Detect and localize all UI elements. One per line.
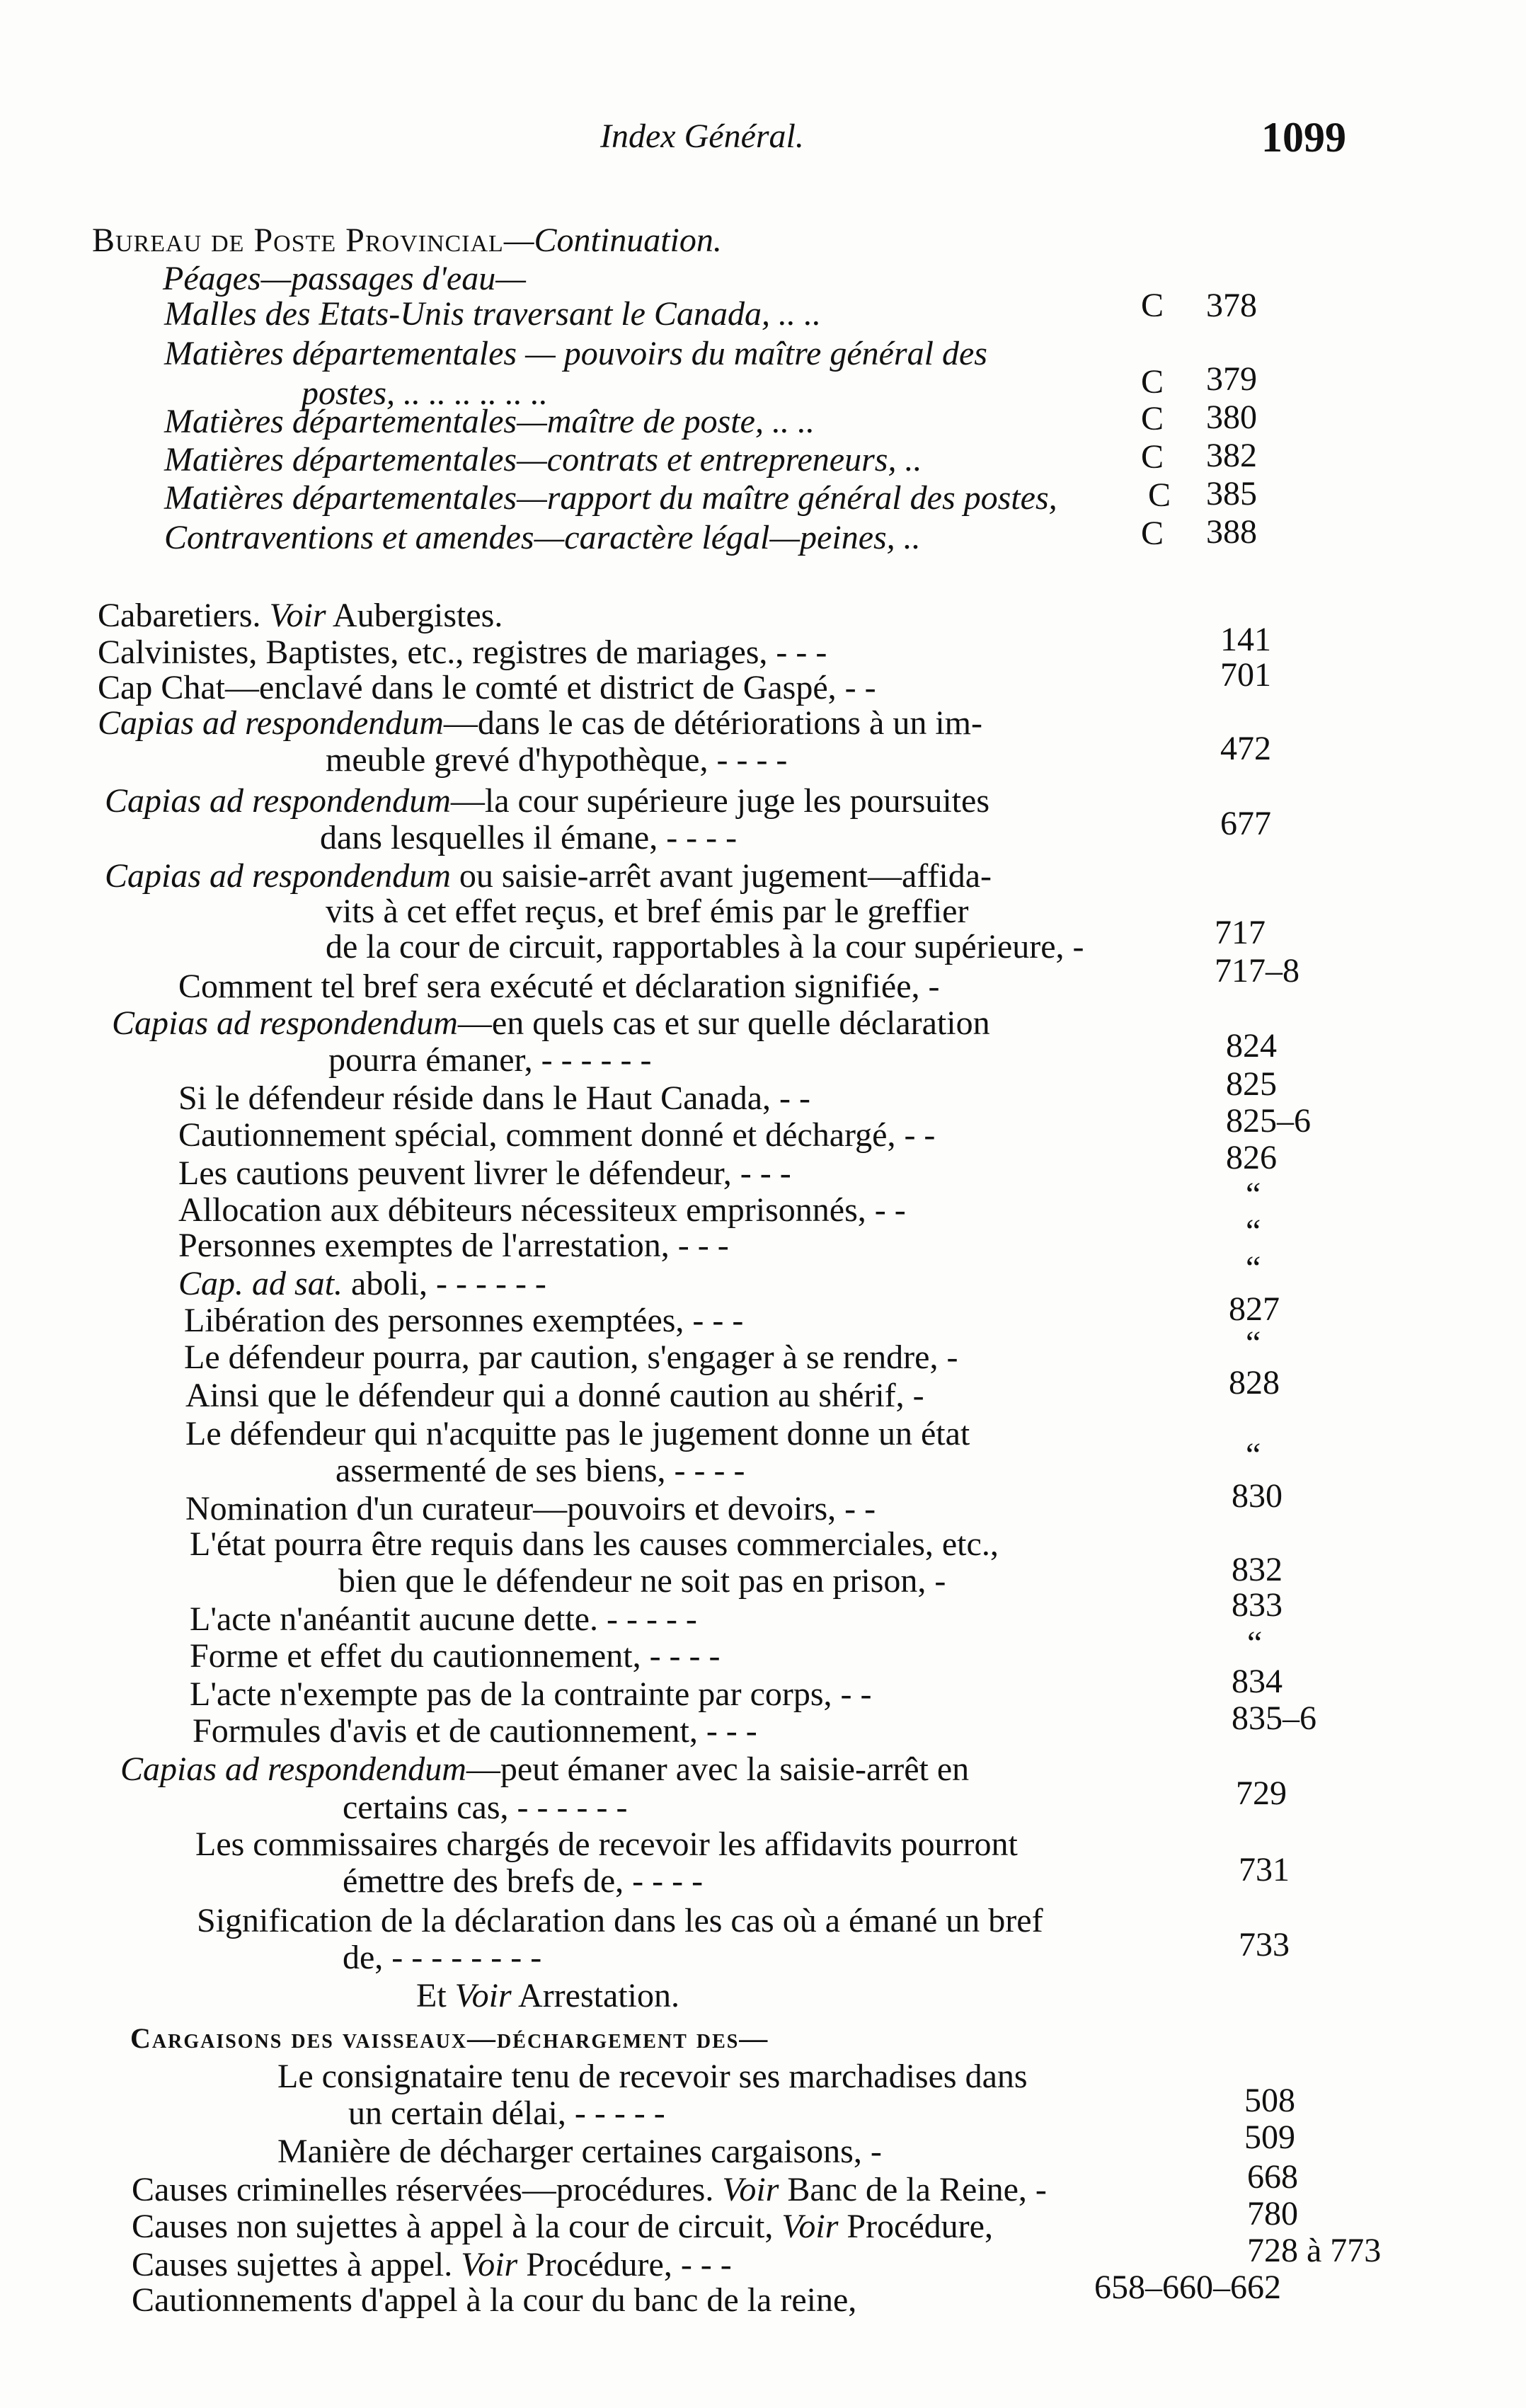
index-entry: Cap Chat—enclavé dans le comté et district de Gaspé, - -: [98, 669, 876, 706]
index-entry: émettre des brefs de, - - - -: [343, 1862, 704, 1900]
page-ref: 668: [1247, 2158, 1298, 2196]
index-entry: Formules d'avis et de cautionnement, - - -: [193, 1712, 757, 1750]
page-ref: 728 à 773: [1247, 2232, 1382, 2269]
index-entry: Cautionnement spécial, comment donné et déchargé, - -: [178, 1116, 936, 1154]
page-ref: 380: [1206, 399, 1257, 436]
index-entry: dans lesquelles il émane, - - - -: [320, 819, 738, 856]
entry-italic: Voir: [781, 2208, 839, 2245]
index-entry: vits à cet effet reçus, et bref émis par le greffier: [326, 893, 969, 930]
entry-text: Cabaretiers.: [98, 597, 270, 634]
index-entry: de, - - - - - - - -: [343, 1939, 542, 1976]
entry-text: Procédure, - - -: [517, 2246, 732, 2283]
bureau-item: Matières départementales—contrats et entrepreneurs, ..: [164, 441, 922, 478]
entry-italic: Capias ad respondendum: [112, 1004, 458, 1042]
index-entry: [120, 1750, 969, 1789]
bureau-item: Contraventions et amendes—caractère légal—peines, ..: [164, 519, 921, 556]
page-ref: 832: [1232, 1551, 1283, 1588]
page-ref: 388: [1206, 513, 1257, 551]
index-entry: Les cautions peuvent livrer le défendeur, - - -: [178, 1154, 791, 1192]
page-ref: 717–8: [1215, 952, 1300, 990]
entry-text: Causes non sujettes à appel à la cour de circuit,: [132, 2208, 782, 2245]
page-ref: 677: [1220, 805, 1271, 842]
index-entry: [98, 596, 503, 636]
page-ref: 835–6: [1232, 1699, 1316, 1737]
column-letter: C: [1141, 400, 1164, 437]
page-ref: 731: [1239, 1851, 1290, 1888]
ditto-mark: “: [1246, 1324, 1261, 1362]
index-entry: L'acte n'exempte pas de la contrainte par corps, - -: [190, 1675, 872, 1713]
index-entry: Le défendeur pourra, par caution, s'engager à se rendre, -: [184, 1338, 958, 1376]
index-entry: Allocation aux débiteurs nécessiteux emprisonnés, - -: [178, 1191, 906, 1229]
index-entry: [416, 1976, 679, 2016]
index-entry: meuble grevé d'hypothèque, - - - -: [326, 741, 788, 779]
page-ref: 833: [1232, 1586, 1283, 1624]
index-entry: [132, 2245, 732, 2285]
index-entry: Le défendeur qui n'acquitte pas le jugement donne un état: [185, 1415, 970, 1452]
column-letter: C: [1141, 287, 1164, 324]
page-ref: 382: [1206, 437, 1257, 474]
entry-text: —la cour supérieure juge les poursuites: [450, 782, 989, 820]
index-entry: Forme et effet du cautionnement, - - - -: [190, 1637, 721, 1675]
index-entry: L'acte n'anéantit aucune dette. - - - - -: [190, 1600, 697, 1638]
page-ref: 508: [1244, 2082, 1295, 2119]
page-ref: 141: [1220, 621, 1271, 658]
index-entry: Personnes exemptes de l'arrestation, - - -: [178, 1227, 729, 1264]
entry-text: Causes sujettes à appel.: [132, 2246, 461, 2283]
index-entry: Les commissaires chargés de recevoir les affidavits pourront: [195, 1825, 1018, 1863]
index-entry: Manière de décharger certaines cargaisons, -: [277, 2133, 882, 2170]
index-entry: un certain délai, - - - - -: [348, 2094, 665, 2132]
index-entry: pourra émaner, - - - - - -: [328, 1041, 652, 1079]
index-entry: certains cas, - - - - - -: [343, 1789, 628, 1826]
entry-italic: Voir: [269, 597, 326, 634]
page-ref: 834: [1232, 1663, 1283, 1700]
entry-italic: Capias ad respondendum: [105, 782, 451, 820]
index-entry: de la cour de circuit, rapportables à la cour supérieure, -: [326, 928, 1084, 965]
page-ref: 826: [1226, 1139, 1277, 1176]
index-entry: [132, 2170, 1047, 2210]
bureau-item: Matières départementales—maître de poste, .. ..: [164, 403, 815, 440]
index-entry: [132, 2207, 993, 2247]
index-entry: [105, 781, 989, 821]
page-ref: 828: [1229, 1364, 1280, 1401]
index-entry: [98, 704, 982, 743]
bureau-item: Matières départementales—rapport du maître général des postes,: [164, 479, 1057, 517]
entry-italic: Voir: [722, 2171, 779, 2208]
column-letter: C: [1141, 363, 1164, 401]
index-entry: Libération des personnes exemptées, - - -: [184, 1302, 744, 1339]
running-header-title: Index Général.: [600, 117, 804, 155]
entry-text: Procédure,: [838, 2208, 993, 2245]
ditto-mark: “: [1246, 1436, 1261, 1474]
entry-italic: Cap. ad sat.: [178, 1265, 343, 1302]
ditto-mark: “: [1246, 1176, 1261, 1213]
heading-text: Bureau de Poste Provincial: [92, 222, 504, 259]
index-entry: L'état pourra être requis dans les causes commerciales, etc.,: [190, 1525, 999, 1563]
index-entry: Cautionnements d'appel à la cour du banc de la reine,: [132, 2281, 857, 2319]
page-ref: 780: [1247, 2195, 1298, 2232]
index-entry: Ainsi que le défendeur qui a donné caution au shérif, -: [185, 1377, 924, 1414]
page-ref: 825: [1226, 1065, 1277, 1103]
entry-text: Arrestation.: [511, 1977, 679, 2014]
entry-text: Et: [416, 1977, 455, 2014]
page-ref: 701: [1220, 656, 1271, 694]
entry-italic: Voir: [454, 1977, 512, 2014]
section-heading-bureau: [92, 221, 722, 260]
entry-text: ou saisie-arrêt avant jugement—affida-: [450, 857, 992, 895]
index-entry: Nomination d'un curateur—pouvoirs et devoirs, - -: [185, 1490, 876, 1527]
page-ref: 827: [1229, 1290, 1280, 1328]
page-ref: 385: [1206, 475, 1257, 512]
index-entry: Calvinistes, Baptistes, etc., registres de mariages, - - -: [98, 633, 827, 671]
page-ref: 733: [1239, 1926, 1290, 1963]
page-ref: 830: [1232, 1477, 1283, 1515]
bureau-item: Matières départementales — pouvoirs du maître général des: [164, 335, 987, 372]
index-entry: Le consignataire tenu de recevoir ses marchadises dans: [277, 2058, 1028, 2095]
index-entry: Signification de la déclaration dans les cas où a émané un bref: [197, 1902, 1043, 1939]
page-ref: 825–6: [1226, 1102, 1311, 1140]
entry-text: Causes criminelles réservées—procédures.: [132, 2171, 723, 2208]
page-ref: 379: [1206, 360, 1257, 398]
entry-italic: Capias ad respondendum: [120, 1750, 466, 1788]
ditto-mark: “: [1246, 1249, 1261, 1287]
ditto-mark: “: [1246, 1212, 1261, 1250]
bureau-item: Malles des Etats-Unis traversant le Canada, .. ..: [164, 295, 821, 333]
section-heading-cargaisons: Cargaisons des vaisseaux—déchargement des—: [130, 2022, 769, 2054]
index-entry: Si le défendeur réside dans le Haut Canada, - -: [178, 1079, 810, 1117]
column-letter: C: [1141, 515, 1164, 552]
ditto-mark: “: [1247, 1624, 1263, 1662]
entry-text: Aubergistes.: [326, 597, 503, 634]
index-entry: assermenté de ses biens, - - - -: [335, 1452, 745, 1489]
index-entry: [105, 856, 992, 896]
entry-text: Banc de la Reine, -: [779, 2171, 1047, 2208]
page-ref: 824: [1226, 1027, 1277, 1065]
entry-text: —en quels cas et sur quelle déclaration: [457, 1004, 990, 1042]
subheading: Péages—passages d'eau—: [163, 260, 526, 297]
page-ref: 658–660–662: [1094, 2269, 1281, 2306]
page-ref: 717: [1215, 914, 1266, 951]
continuation-text: —Continuation.: [503, 222, 722, 259]
entry-text: —peut émaner avec la saisie-arrêt en: [466, 1750, 970, 1788]
page-ref: 472: [1220, 730, 1271, 767]
bureau-item: postes, .. .. .. .. .. ..: [302, 374, 548, 412]
page-ref: 509: [1244, 2119, 1295, 2156]
entry-text: —dans le cas de détériorations à un im-: [443, 704, 982, 742]
entry-italic: Capias ad respondendum: [98, 704, 444, 742]
entry-italic: Capias ad respondendum: [105, 857, 451, 895]
index-entry: Comment tel bref sera exécuté et déclaration signifiée, -: [178, 968, 940, 1005]
index-entry: [112, 1004, 990, 1043]
page-ref: 729: [1236, 1775, 1287, 1812]
index-entry: [178, 1264, 546, 1304]
column-letter: C: [1148, 476, 1171, 514]
entry-italic: Voir: [461, 2246, 518, 2283]
index-entry: bien que le défendeur ne soit pas en prison, -: [338, 1562, 946, 1600]
page-ref: 378: [1206, 287, 1257, 324]
column-letter: C: [1141, 438, 1164, 476]
page-number: 1099: [1261, 114, 1346, 161]
entry-text: aboli, - - - - - -: [343, 1265, 546, 1302]
